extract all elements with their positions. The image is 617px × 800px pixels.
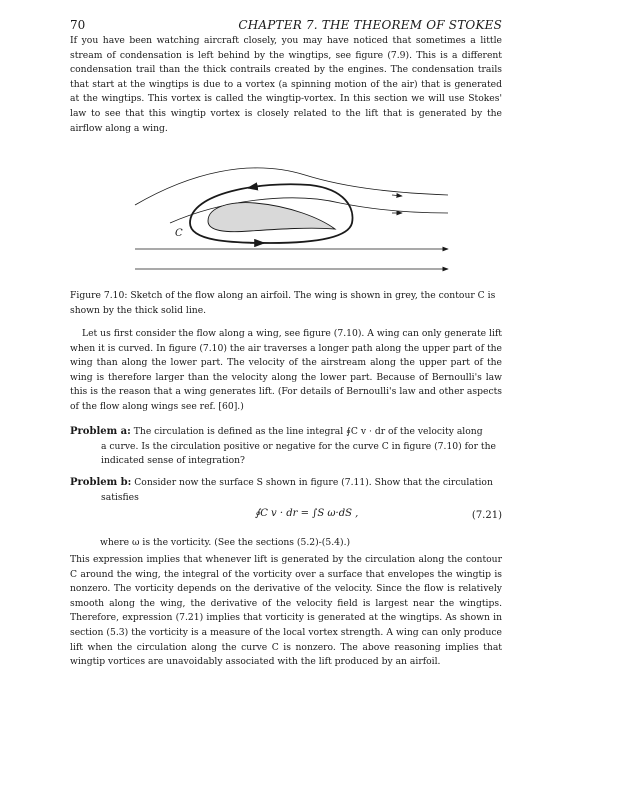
problem-a	[70, 425, 502, 469]
contour-arrow-top	[248, 186, 260, 188]
page-number: 70	[70, 18, 86, 32]
problem-a-label: Problem a:	[70, 426, 131, 437]
equation-number: (7.21)	[471, 510, 502, 521]
airfoil-figure	[130, 163, 450, 283]
figure-caption: Figure 7.10: Sketch of the flow along an airfoil. The wing is shown in grey, the contour C is shown by the thick solid line.	[70, 290, 496, 316]
contour-label: C	[175, 228, 183, 239]
problem-b	[70, 476, 502, 505]
intro-paragraph: If you have been watching aircraft closely, you may have noticed that sometimes a little stream of condensation is left behind by the wingtips, see figure (7.9). This is a different condensation trail than the thick contrails created by the engines. The condensation trails that start at the wingtips is due to a vortex (a spinning motion of the air) that is generated at the wingtips. This vortex is called the wingtip-vortex. In this section we will use Stokes' law to see that this wingtip vortex is closely related to the lift that is generated by the airflow along a wing.	[70, 35, 502, 134]
problem-b-continuation: satisfies	[101, 491, 139, 503]
problem-b-label: Problem b:	[70, 477, 132, 488]
where-line: where ω is the vorticity. (See the sections (5.2)-(5.4).)	[100, 537, 351, 548]
chapter-title: CHAPTER 7. THE THEOREM OF STOKES	[238, 18, 502, 32]
problem-a-continuation: a curve. Is the circulation positive or negative for the curve C in figure (7.10) for the indicated sense of integration?	[101, 440, 496, 467]
flow-paragraph: Let us first consider the flow along a wing, see figure (7.10). A wing can only generate lift when it is curved. In figure (7.10) the air traverses a longer path along the upper part of the wing than along the lower part. The velocity of the airstream along the upper part of the wing is therefore larger than the velocity along the lower part. Because of Bernoulli's law this is the reason that a wing generates lift. (For details of Bernoulli's law and other aspects of the flow along wings see ref. [60].)	[70, 328, 502, 412]
equation-expression: ∮C v · dr = ∫S ω·dS ,	[255, 508, 359, 519]
airfoil-flow-sketch	[130, 163, 450, 283]
streamline-top	[135, 168, 448, 205]
closing-paragraph: This expression implies that whenever lift is generated by the circulation along the contour C around the wing, the integral of the vorticity over a surface that envelopes the wingtip is nonzero. The vorticity depends on the derivative of the velocity. Since the flow is relatively smooth along the wing, the derivative of the velocity field is largest near the wingtips. Therefore, expression (7.21) implies that vorticity is generated at the wingtips. As shown in section (5.3) the vorticity is a measure of the local vortex strength. A wing can only produce lift when the circulation along the curve C is nonzero. The above reasoning implies that wingtip vortices are unavoidably associated with the lift produced by an airfoil.	[70, 554, 502, 668]
problem-a-text: The circulation is defined as the line integral ∮C v · dr of the velocity along	[133, 426, 483, 437]
equation-7-21	[70, 504, 502, 530]
problem-b-text: Consider now the surface S shown in figure (7.11). Show that the circulation	[134, 477, 493, 488]
wing-airfoil	[208, 203, 335, 232]
